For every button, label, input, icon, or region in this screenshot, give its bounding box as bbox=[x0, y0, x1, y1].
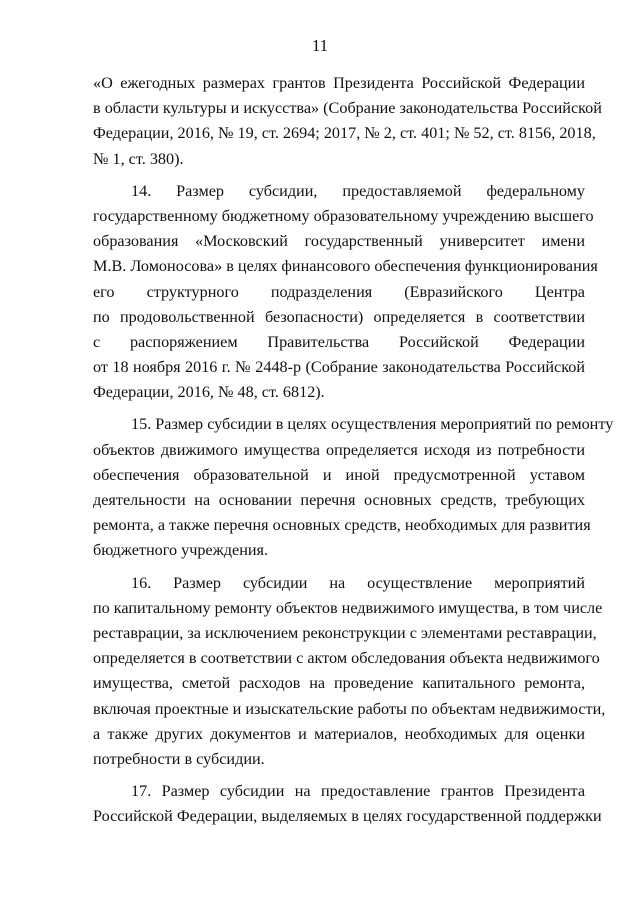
text-line: бюджетного учреждения. bbox=[93, 541, 269, 560]
text-line: а также других документов и материалов, необходимых для оценки bbox=[93, 724, 585, 743]
text-line: образования «Московский государственный университет имени bbox=[93, 232, 585, 251]
text-line: включая проектные и изыскательские работы по объектам недвижимости, bbox=[93, 699, 606, 718]
text-line: с распоряжением Правительства Российской Федерации bbox=[93, 332, 585, 351]
text-line: реставрации, за исключением реконструкции с элементами реставрации, bbox=[93, 623, 597, 642]
text-line: ремонта, а также перечня основных средств, необходимых для развития bbox=[93, 516, 591, 535]
text-line: по продовольственной безопасности) определяется в соответствии bbox=[93, 307, 585, 326]
text-line: имущества, сметой расходов на проведение капитального ремонта, bbox=[93, 674, 585, 693]
text-line: государственному бюджетному образовательному учреждению высшего bbox=[93, 206, 594, 225]
text-line: М.В. Ломоносова» в целях финансового обеспечения функционирования bbox=[93, 257, 598, 276]
text-line: обеспечения образовательной и иной предусмотренной уставом bbox=[93, 465, 585, 484]
paragraph-continuation bbox=[93, 71, 602, 172]
document-body bbox=[93, 71, 614, 829]
text-line: «О ежегодных размерах грантов Президента Российской Федерации bbox=[93, 74, 585, 92]
paragraph-17 bbox=[93, 779, 602, 829]
text-line: 14. Размер субсидии, предоставляемой федеральному bbox=[131, 181, 585, 200]
paragraph-15 bbox=[93, 412, 614, 563]
text-line: его структурного подразделения (Евразийского Центра bbox=[93, 282, 585, 301]
text-line: № 1, ст. 380). bbox=[93, 149, 184, 168]
text-line: 15. Размер субсидии в целях осуществления мероприятий по ремонту bbox=[131, 415, 614, 434]
text-line: 16. Размер субсидии на осуществление мероприятий bbox=[131, 573, 585, 592]
text-line: от 18 ноября 2016 г. № 2448-р (Собрание законодательства Российской bbox=[93, 358, 585, 377]
text-line: определяется в соответствии с актом обследования объекта недвижимого bbox=[93, 649, 600, 668]
paragraph-16 bbox=[93, 571, 606, 773]
text-line: по капитальному ремонту объектов недвижимого имущества, в том числе bbox=[93, 598, 603, 617]
text-line: в области культуры и искусства» (Собрание законодательства Российской bbox=[93, 99, 602, 118]
text-line: деятельности на основании перечня основных средств, требующих bbox=[93, 491, 585, 509]
text-line: Федерации, 2016, № 19, ст. 2694; 2017, № 2, ст. 401; № 52, ст. 8156, 2018, bbox=[93, 124, 596, 143]
text-line: Федерации, 2016, № 48, ст. 6812). bbox=[93, 383, 325, 402]
page-number: 11 bbox=[311, 36, 329, 55]
text-line: Российской Федерации, выделяемых в целях государственной поддержки bbox=[93, 807, 602, 826]
text-line: объектов движимого имущества определяется исходя из потребности bbox=[93, 440, 585, 459]
paragraph-14 bbox=[93, 179, 598, 406]
text-line: 17. Размер субсидии на предоставление грантов Президента bbox=[131, 782, 585, 801]
text-line: потребности в субсидии. bbox=[93, 749, 265, 768]
